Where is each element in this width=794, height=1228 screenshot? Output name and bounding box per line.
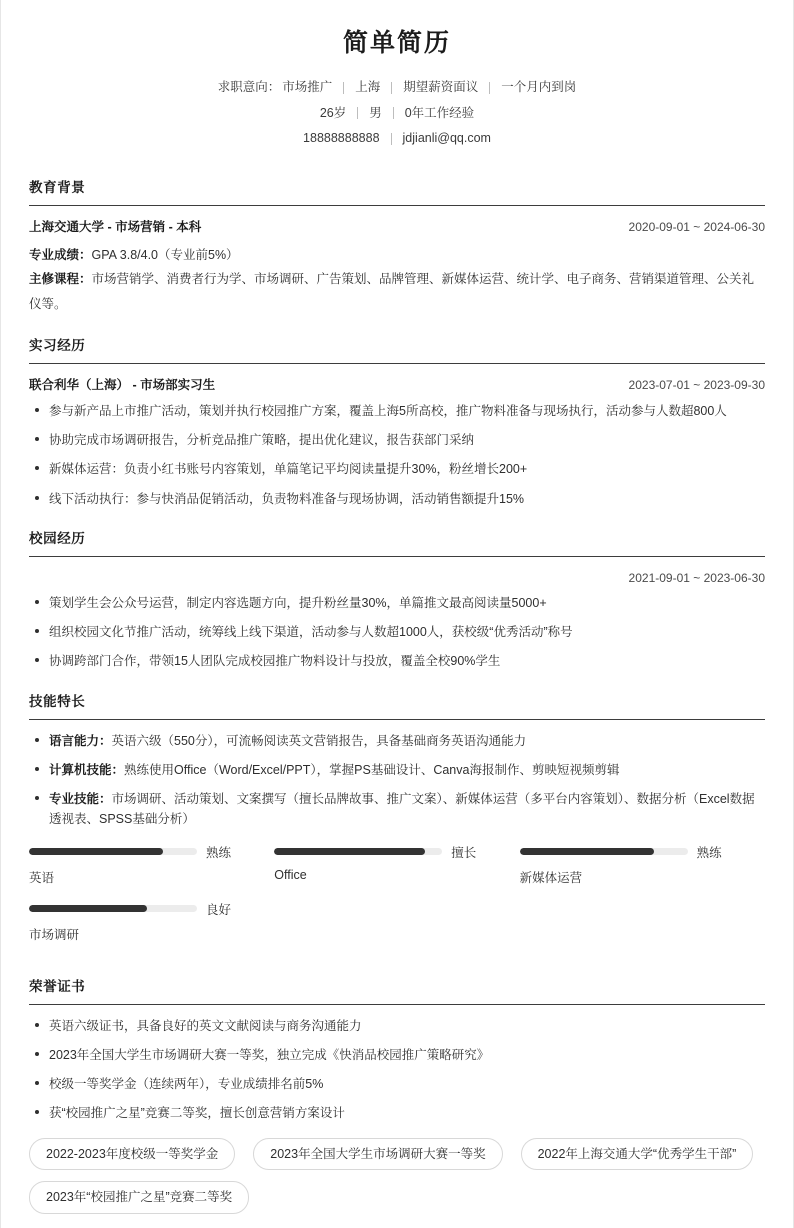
separator-icon (343, 82, 344, 94)
skill-progress-fill (274, 848, 425, 855)
resume-header (29, 26, 765, 158)
section-internship (29, 334, 765, 509)
honor-tag[interactable]: 2022-2023年度校级一等奖学金 (29, 1138, 235, 1171)
skill-progress-track (29, 905, 197, 912)
list-item: 协调跨部门合作，带领15人团队完成校园推广物料设计与投放，覆盖全校90%学生 (29, 651, 765, 671)
skill-progress-fill (29, 848, 163, 855)
honors-tag-list (29, 1138, 765, 1215)
list-item: 线下活动执行：参与快消品促销活动，负责物料准备与现场协调，活动销售额提升15% (29, 489, 765, 509)
skill-bar-row (274, 843, 519, 861)
section-skills (29, 690, 765, 957)
skill-bar-row (520, 843, 765, 861)
skill-bar-row (29, 900, 274, 918)
section-title-education: 教育背景 (29, 176, 765, 206)
skill-progress-track (274, 848, 442, 855)
section-honors (29, 975, 765, 1215)
section-title-internship: 实习经历 (29, 334, 765, 364)
skill-bar-grid (29, 843, 765, 957)
personal-info-row (29, 101, 765, 127)
campus-date: 2021-09-01 ~ 2023-06-30 (628, 570, 765, 585)
internship-company: 联合利华（上海） - 市场部实习生 (29, 377, 216, 392)
honor-tag[interactable]: 2023年全国大学生市场调研大赛一等奖 (253, 1138, 502, 1171)
internship-bullet-list (29, 401, 765, 509)
education-gpa-label: 专业成绩： (29, 247, 92, 262)
skill-bar-item (29, 900, 274, 943)
job-intent-position: 市场推广 (282, 80, 333, 94)
list-item: 策划学生会公众号运营，制定内容选题方向，提升粉丝量30%，单篇推文最高阅读量5000+ (29, 593, 765, 613)
internship-entry (29, 375, 765, 509)
list-item: 2023年全国大学生市场调研大赛一等奖，独立完成《快消品校园推广策略研究》 (29, 1045, 765, 1065)
internship-date: 2023-07-01 ~ 2023-09-30 (628, 377, 765, 392)
separator-icon (357, 107, 358, 119)
skill-bar-item (520, 843, 765, 886)
skill-text-language: 英语六级（550分），可流畅阅读英文营销报告，具备基础商务英语沟通能力 (111, 733, 527, 748)
section-education (29, 176, 765, 316)
personal-age: 26岁 (319, 105, 347, 120)
education-courses-line (29, 267, 765, 316)
education-date: 2020-09-01 ~ 2024-06-30 (628, 219, 765, 234)
list-item (29, 789, 765, 830)
separator-icon (391, 133, 392, 145)
list-item: 获“校园推广之星”竞赛二等奖，擅长创意营销方案设计 (29, 1103, 765, 1123)
honors-bullet-list (29, 1016, 765, 1124)
honor-tag[interactable]: 2022年上海交通大学“优秀学生干部” (521, 1138, 754, 1171)
section-title-campus: 校园经历 (29, 527, 765, 557)
section-campus (29, 527, 765, 672)
list-item (29, 760, 765, 780)
skill-progress-fill (29, 905, 147, 912)
list-item: 组织校园文化节推广活动，统筹线上线下渠道，活动参与人数超1000人，获校级“优秀活动”称号 (29, 622, 765, 642)
education-courses-label: 主修课程： (29, 272, 92, 287)
skill-bar-item (29, 843, 274, 886)
honor-tag[interactable]: 2023年“校园推广之星”竞赛二等奖 (29, 1181, 249, 1214)
separator-icon (393, 107, 394, 119)
list-item: 校级一等奖学金（连续两年），专业成绩排名前5% (29, 1074, 765, 1094)
skills-bullet-list (29, 731, 765, 830)
skill-text-computer: 熟练使用Office（Word/Excel/PPT），掌握PS基础设计、Canva海报制作、剪映短视频剪辑 (124, 762, 620, 777)
job-intent-availability: 一个月内到岗 (501, 80, 577, 94)
skill-name-label: 市场调研 (29, 927, 80, 942)
job-intent-salary: 期望薪资面议 (403, 80, 479, 94)
skill-level-label: 熟练 (696, 845, 722, 860)
skill-progress-fill (520, 848, 654, 855)
skill-level-label: 熟练 (206, 845, 232, 860)
skill-label-computer: 计算机技能： (49, 762, 125, 777)
skill-name-label: Office (274, 867, 307, 882)
skill-label-professional: 专业技能： (49, 792, 112, 806)
skill-progress-track (29, 848, 197, 855)
skill-level-label: 擅长 (451, 845, 477, 860)
skill-bar-item (274, 843, 519, 886)
skill-name-label: 新媒体运营 (519, 870, 583, 885)
skill-text-professional: 市场调研、活动策划、文案撰写（擅长品牌故事、推广文案）、新媒体运营（多平台内容策划）、数据分析（Excel数据透视表、SPSS基础分析） (49, 792, 755, 827)
job-intent-label: 求职意向： (217, 80, 281, 94)
skill-level-label: 良好 (206, 902, 232, 917)
page-title: 简单简历 (342, 29, 451, 57)
campus-entry-head (29, 568, 765, 589)
education-entry-head (29, 217, 765, 239)
skill-name-label: 英语 (29, 870, 55, 885)
education-school: 上海交通大学 - 市场营销 - 本科 (29, 219, 202, 234)
list-item (29, 731, 765, 751)
section-title-honors: 荣誉证书 (29, 975, 765, 1005)
job-intent-city: 上海 (355, 80, 381, 94)
education-gpa-line (29, 243, 765, 267)
skill-bar-row (29, 843, 274, 861)
education-entry (29, 217, 765, 316)
skill-progress-track (520, 848, 688, 855)
separator-icon (489, 82, 490, 94)
campus-entry (29, 568, 765, 672)
list-item: 协助完成市场调研报告，分析竞品推广策略，提出优化建议，报告获部门采纳 (29, 430, 765, 450)
separator-icon (391, 82, 392, 94)
list-item: 新媒体运营：负责小红书账号内容策划，单篇笔记平均阅读量提升30%，粉丝增长200+ (29, 459, 765, 479)
personal-experience: 0年工作经验 (404, 105, 475, 120)
campus-bullet-list (29, 593, 765, 672)
list-item: 英语六级证书，具备良好的英文文献阅读与商务沟通能力 (29, 1016, 765, 1036)
education-courses-value: 市场营销学、消费者行为学、市场调研、广告策划、品牌管理、新媒体运营、统计学、电子商务、营销渠道管理、公关礼仪等。 (29, 272, 755, 311)
section-title-skills: 技能特长 (29, 690, 765, 720)
education-gpa-value: GPA 3.8/4.0（专业前5%） (91, 247, 239, 262)
internship-entry-head (29, 375, 765, 397)
skill-label-language: 语言能力： (49, 733, 112, 748)
contact-row (29, 126, 765, 152)
contact-phone[interactable]: 18888888888 (303, 131, 380, 146)
personal-gender: 男 (369, 105, 382, 120)
list-item: 参与新产品上市推广活动，策划并执行校园推广方案，覆盖上海5所高校，推广物料准备与现场执行，活动参与人数超800人 (29, 401, 765, 421)
job-intent-row (29, 75, 765, 101)
contact-email[interactable]: jdjianli@qq.com (402, 131, 491, 146)
